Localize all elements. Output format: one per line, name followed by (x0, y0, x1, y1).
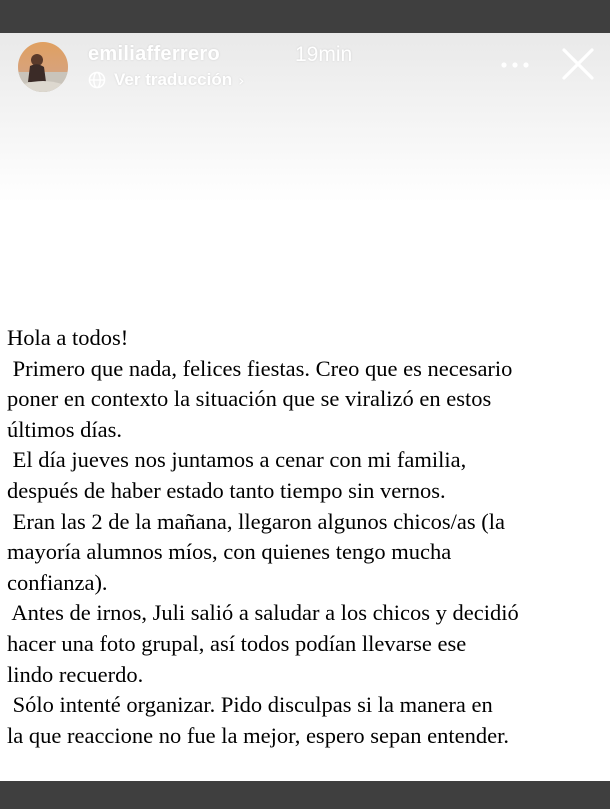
story-text-line: poner en contexto la situación que se viralizó en estos (7, 386, 492, 412)
avatar-photo-icon (18, 42, 68, 92)
story-viewer (0, 33, 610, 781)
story-text-line: hacer una foto grupal, así todos podían llevarse ese (7, 630, 467, 656)
globe-icon (88, 71, 106, 89)
top-frame-bar (0, 0, 610, 33)
close-button[interactable] (558, 44, 598, 84)
bottom-frame-bar (0, 781, 610, 809)
story-text-line: Eran las 2 de la mañana, llegaron algunos chicos/as (la (7, 508, 505, 534)
translate-label: Ver traducción (114, 70, 233, 89)
story-text-line: Antes de irnos, Juli salió a saludar a los chicos y decidió (7, 600, 519, 626)
story-text-line: Primero que nada, felices fiestas. Creo que es necesario (7, 355, 513, 381)
translate-link[interactable] (88, 69, 245, 91)
more-icon (500, 61, 530, 69)
story-text-line: lindo recuerdo. (7, 661, 144, 687)
story-text-line: después de haber estado tanto tiempo sin vernos. (7, 477, 446, 503)
avatar[interactable] (18, 42, 68, 92)
story-timestamp: 19min (295, 43, 353, 66)
story-text-line: El día jueves nos juntamos a cenar con mi familia, (7, 447, 467, 473)
chevron-right-icon: › (238, 70, 245, 90)
story-text-line: Sólo intenté organizar. Pido disculpas si la manera en (7, 692, 493, 718)
story-text-line: mayoría alumnos míos, con quienes tengo mucha (7, 539, 452, 565)
story-username[interactable]: emiliafferrero (88, 43, 221, 65)
story-text (7, 323, 607, 751)
story-text-line: Hola a todos! (7, 325, 129, 350)
story-text-line: confianza). (7, 569, 108, 595)
story-text-line: la que reaccione no fue la mejor, espero sepan entender. (7, 722, 509, 748)
story-text-line: últimos días. (7, 416, 123, 442)
close-icon (558, 44, 598, 84)
more-options-button[interactable] (497, 47, 533, 83)
